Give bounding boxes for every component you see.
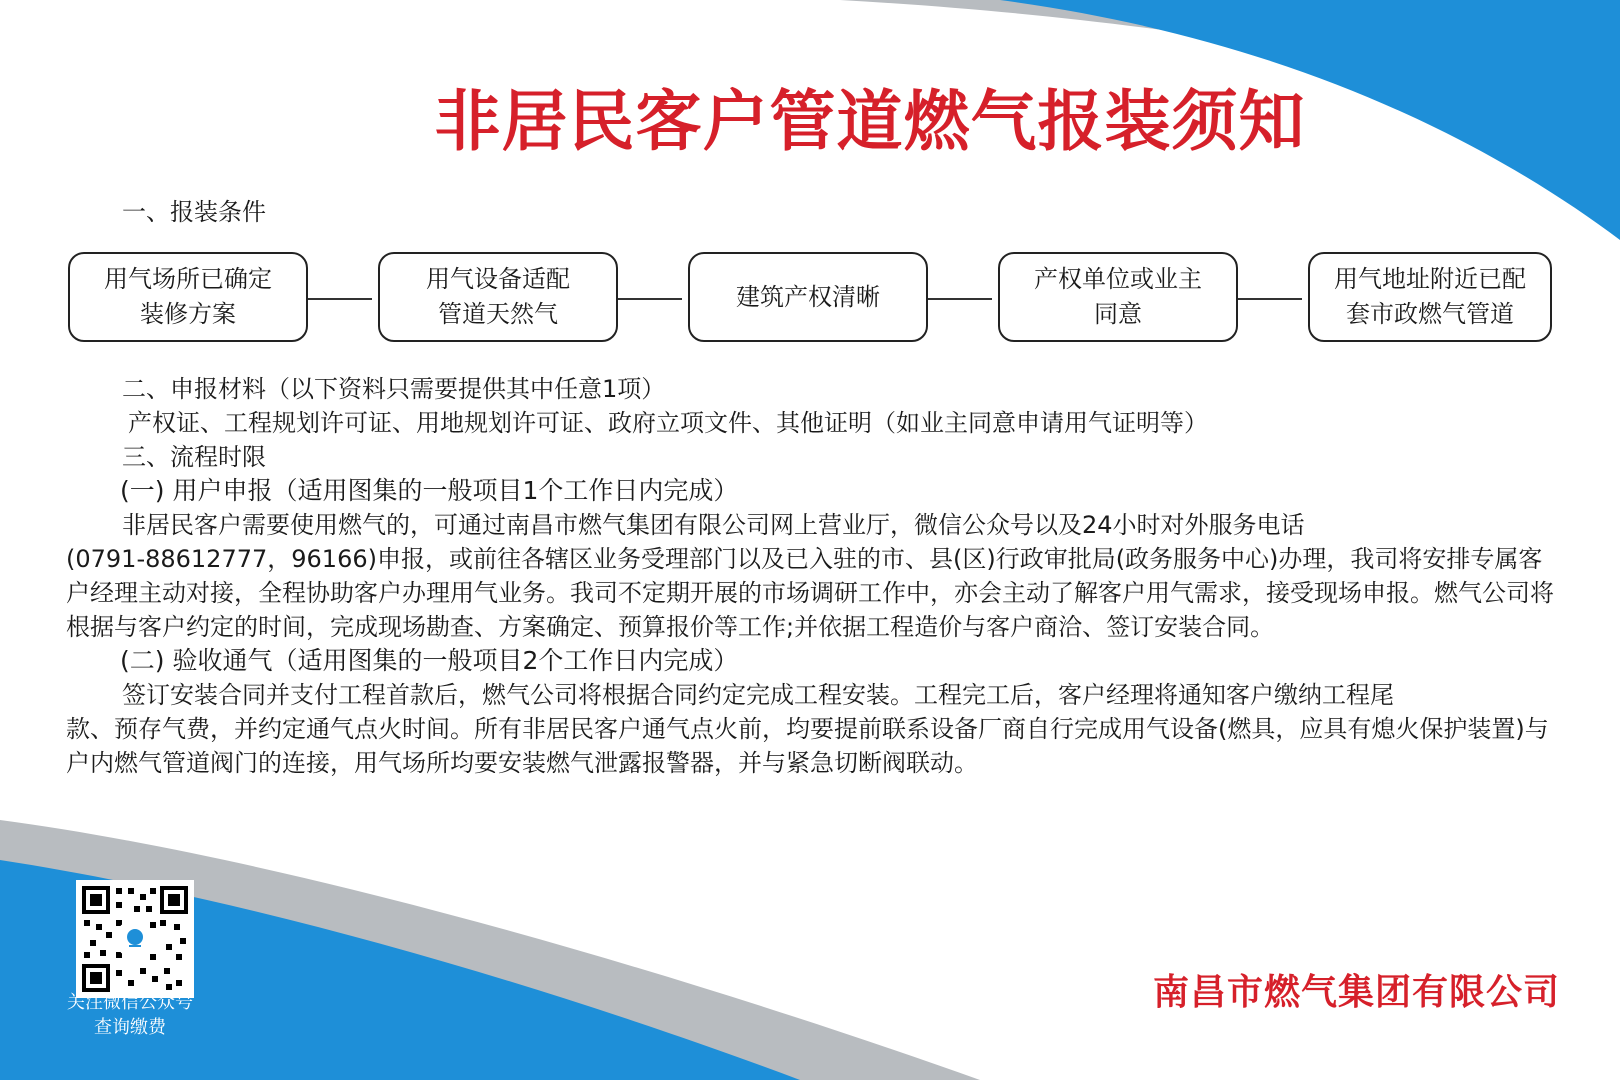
condition-label: 建筑产权清晰 — [736, 282, 880, 311]
qr-caption — [40, 990, 220, 1040]
step2-text: 款、预存气费，并约定通气点火时间。所有非居民客户通气点火前，均要提前联系设备厂商自行完成用气设备(燃具，应具有熄火保护装置)与户内燃气管道阀门的连接，用气场所均要安装燃气泄露报警器，并与紧急切断阀联动。 — [66, 715, 1549, 777]
main-text — [66, 372, 1556, 780]
flow-connector — [926, 298, 992, 300]
wechat-qr-code — [76, 880, 194, 998]
section2-heading: 二、申报材料（以下资料只需要提供其中任意1项） — [122, 375, 666, 403]
flow-connector — [306, 298, 372, 300]
flow-connector — [1236, 298, 1302, 300]
company-name: 南昌市燃气集团有限公司 — [1152, 971, 1560, 1013]
flow-connector — [616, 298, 682, 300]
section1-heading: 一、报装条件 — [122, 198, 266, 226]
section3-heading: 三、流程时限 — [122, 443, 266, 471]
step1-line1: 非居民客户需要使用燃气的，可通过南昌市燃气集团有限公司网上营业厅，微信公众号以及24小时对外服务电话 — [122, 511, 1305, 539]
step2-line1: 签订安装合同并支付工程首款后，燃气公司将根据合同约定完成工程安装。工程完工后，客户经理将通知客户缴纳工程尾 — [122, 681, 1394, 709]
qr-caption-line2: 查询缴费 — [94, 1017, 166, 1038]
condition-box — [378, 252, 618, 342]
qr-caption-line1: 关注微信公众号 — [67, 992, 193, 1013]
condition-box — [68, 252, 308, 342]
step1-heading: (一) 用户申报（适用图集的一般项目1个工作日内完成） — [120, 476, 739, 505]
qr-code-icon — [80, 884, 190, 994]
condition-label: 用气场所已确定 装修方案 — [104, 265, 272, 328]
condition-box — [998, 252, 1238, 342]
condition-label: 用气地址附近已配 套市政燃气管道 — [1334, 265, 1526, 328]
condition-label: 用气设备适配 管道天然气 — [426, 265, 570, 328]
step2-heading: (二) 验收通气（适用图集的一般项目2个工作日内完成） — [120, 646, 739, 675]
section2-materials: 产权证、工程规划许可证、用地规划许可证、政府立项文件、其他证明（如业主同意申请用气证明等） — [128, 409, 1208, 437]
condition-label: 产权单位或业主 同意 — [1034, 265, 1202, 328]
conditions-flow — [68, 252, 1552, 346]
condition-box — [688, 252, 928, 342]
step1-text: (0791-88612777，96166)申报，或前往各辖区业务受理部门以及已入驻的市、县(区)行政审批局(政务服务中心)办理，我司将安排专属客户经理主动对接，全程协助客户办理用气业务。我司不定期开展的市场调研工作中，亦会主动了解客户用气需求，接受现场申报。燃气公司将根据与客户约定的时间，完成现场勘查、方案确定、预算报价等工作;并依据工程造价与客户商洽、签订安装合同。 — [66, 545, 1554, 641]
page-title: 非居民客户管道燃气报装须知 — [434, 82, 1306, 160]
condition-box — [1308, 252, 1552, 342]
